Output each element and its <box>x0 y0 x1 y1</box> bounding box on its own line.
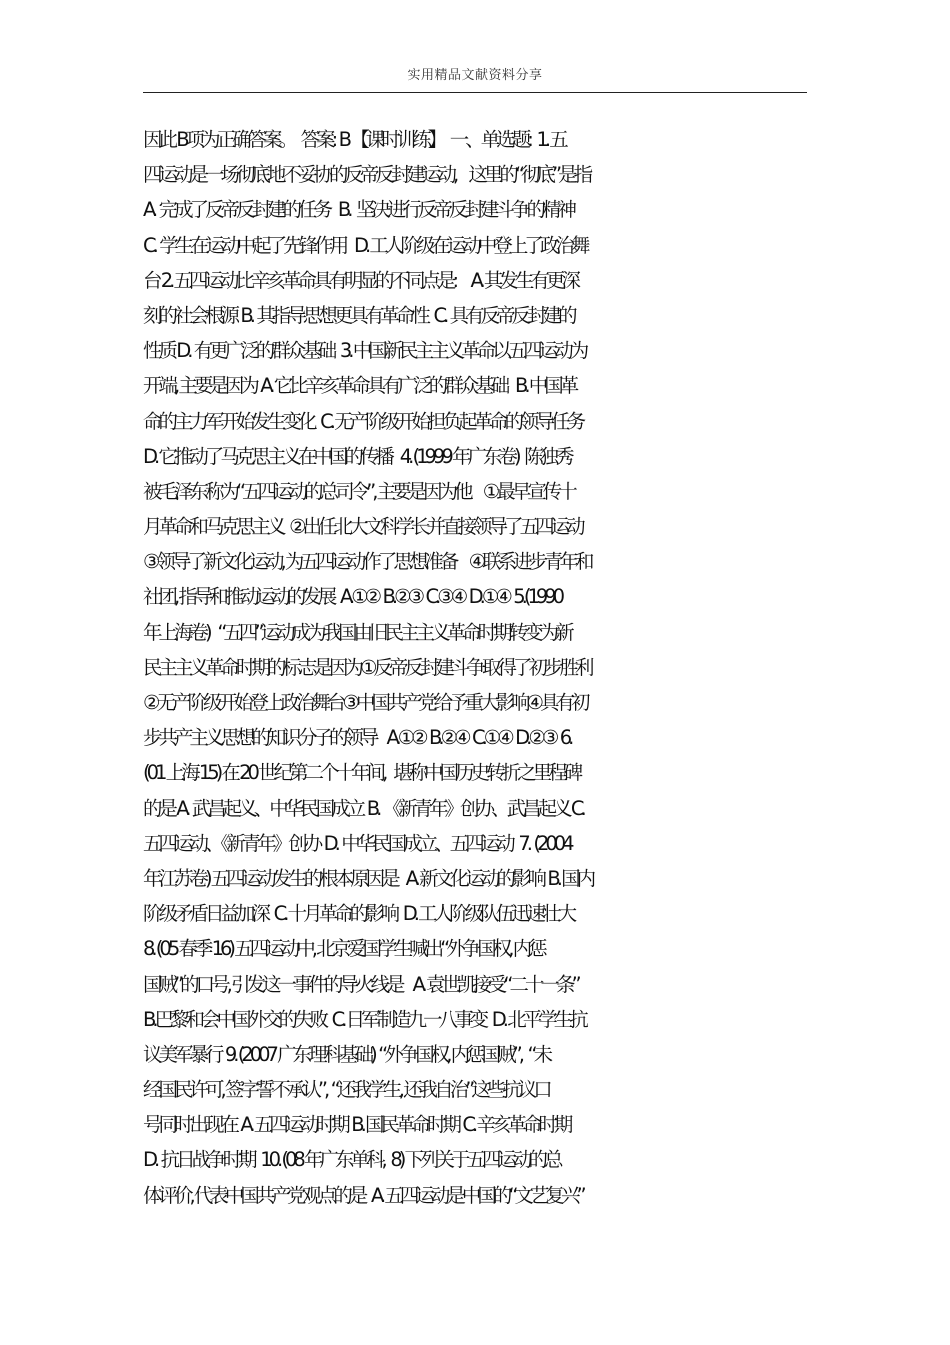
text-line: A. 完成了反帝反封建的任务 B. 坚决进行反帝反封建斗争的精神 <box>143 198 574 222</box>
text-line: 因此 B项为正确答案。 答案: B 【课时训练】 一、单选题: 1. 五 <box>143 128 565 151</box>
document-body <box>143 122 823 1213</box>
text-line: D. 抗日战争时期 10. (08 年广东单科, 8) 下列关于五四运动的总 <box>143 1148 560 1172</box>
text-line: 国贼”的口号, 引发这一事件的导火线是 A. 袁世凯接受“二十一条” <box>143 972 578 996</box>
text-line: 议美军暴行 9. (2007 广东理科基础) “外争国权, 内惩国贼”, “未 <box>143 1042 550 1066</box>
text-line: 社团, 指导和推动运动的发展 A.①② B.②③ C.③④ D.①④ 5.(1990 <box>143 585 562 609</box>
text-line: ③领导了新文化运动, 为五四运动作了思想准备 ④联系进步青年和 <box>143 550 591 574</box>
text-line: 8. (05 春季 16) 五四运动中, 北京爱国学生喊出“外争国权, 内惩 <box>143 937 544 961</box>
text-line: 民主主义革命时期的标志是因为①反帝反封建斗争取得了初步胜利 <box>143 655 591 679</box>
text-line: 开端, 主要是因为 A. 它比辛亥革命具有广泛的群众基础 B. 中国革 <box>143 374 576 398</box>
text-line: 四运动是一场彻底地不妥协的反帝反封建运动, 这里的“彻底”是指 <box>143 163 590 187</box>
text-line: ②无产阶级开始登上政治舞台③中国共产党给予重大影响④具有初 <box>143 691 587 714</box>
text-line: 刻的社会根源 B. 其指导思想更具有革命性 C. 具有反帝反封建的 <box>143 303 574 327</box>
text-line: 年上海卷) “五四”运动成为我国由旧民主主义革命时期转变为新 <box>143 620 571 644</box>
text-line: 年江苏卷) 五四运动发生的根本原因是 A. 新文化运动的影响 B. 国内 <box>143 866 593 890</box>
text-line: 阶级矛盾日益加深 C. 十月革命的影响 D. 工人阶级队伍迅速壮大 <box>143 902 574 926</box>
header-divider <box>143 92 807 93</box>
page-header: 实用精品文献资料分享 <box>407 68 543 83</box>
text-line: 被毛泽东称为“五四运动的总司令”, 主要是因为他 ①最早宣传十 <box>143 479 574 503</box>
text-line: 体评价, 代表中国共产党观点的是 A. 五四运动是中国的“文艺复兴” <box>143 1183 583 1207</box>
text-line: 五四运动、《新青年》创办 D. 中华民国成立、五四运动 7. (2004 <box>143 831 571 855</box>
text-line: 月革命和马克思主义 ②出任北大文科学长并直接领导了五四运动 <box>143 515 582 539</box>
text-line: 号同时出现在 A. 五四运动时期 B. 国民革命时期 C. 辛亥革命时期 <box>143 1113 570 1137</box>
text-line: 台 2. 五四运动比辛亥革命具有明显的不同点是: A. 其发生有更深 <box>143 268 577 292</box>
text-line: (01 上海 15) 在 20 世纪第二个十年间, 堪称中国历史转折之里程碑 <box>143 761 580 785</box>
text-line: C. 学生在运动中起了先锋作用 D. 工人阶级在运动中登上了政治舞 <box>143 233 587 257</box>
text-line: D. 它推动了马克思主义在中国的传播 4. (1999 年广东卷) 陈独秀 <box>143 444 571 468</box>
text-line: 性质 D. 有更广泛的群众基础 3. 中国新民主主义革命以五四运动为 <box>143 339 586 363</box>
text-line: 的是 A. 武昌起义、中华民国成立 B. 《新青年》创办、武昌起义 C. <box>143 796 583 820</box>
text-line: B.巴黎和会中国外交的失败 C. 日军制造九一八事变 D. 北平学生抗 <box>143 1007 585 1031</box>
text-line: 步共产主义思想的知识分子的领导 A.①② B.②④ C.①④ D.②③ 6. <box>143 726 571 750</box>
text-line: 经国民许可, 签字誓不承认”, “还我学生, 还我自治”这些抗议口 <box>143 1078 549 1102</box>
text-line: 命的主力军开始发生变化 C. 无产阶级开始担负起革命的领导任务 <box>143 409 583 433</box>
